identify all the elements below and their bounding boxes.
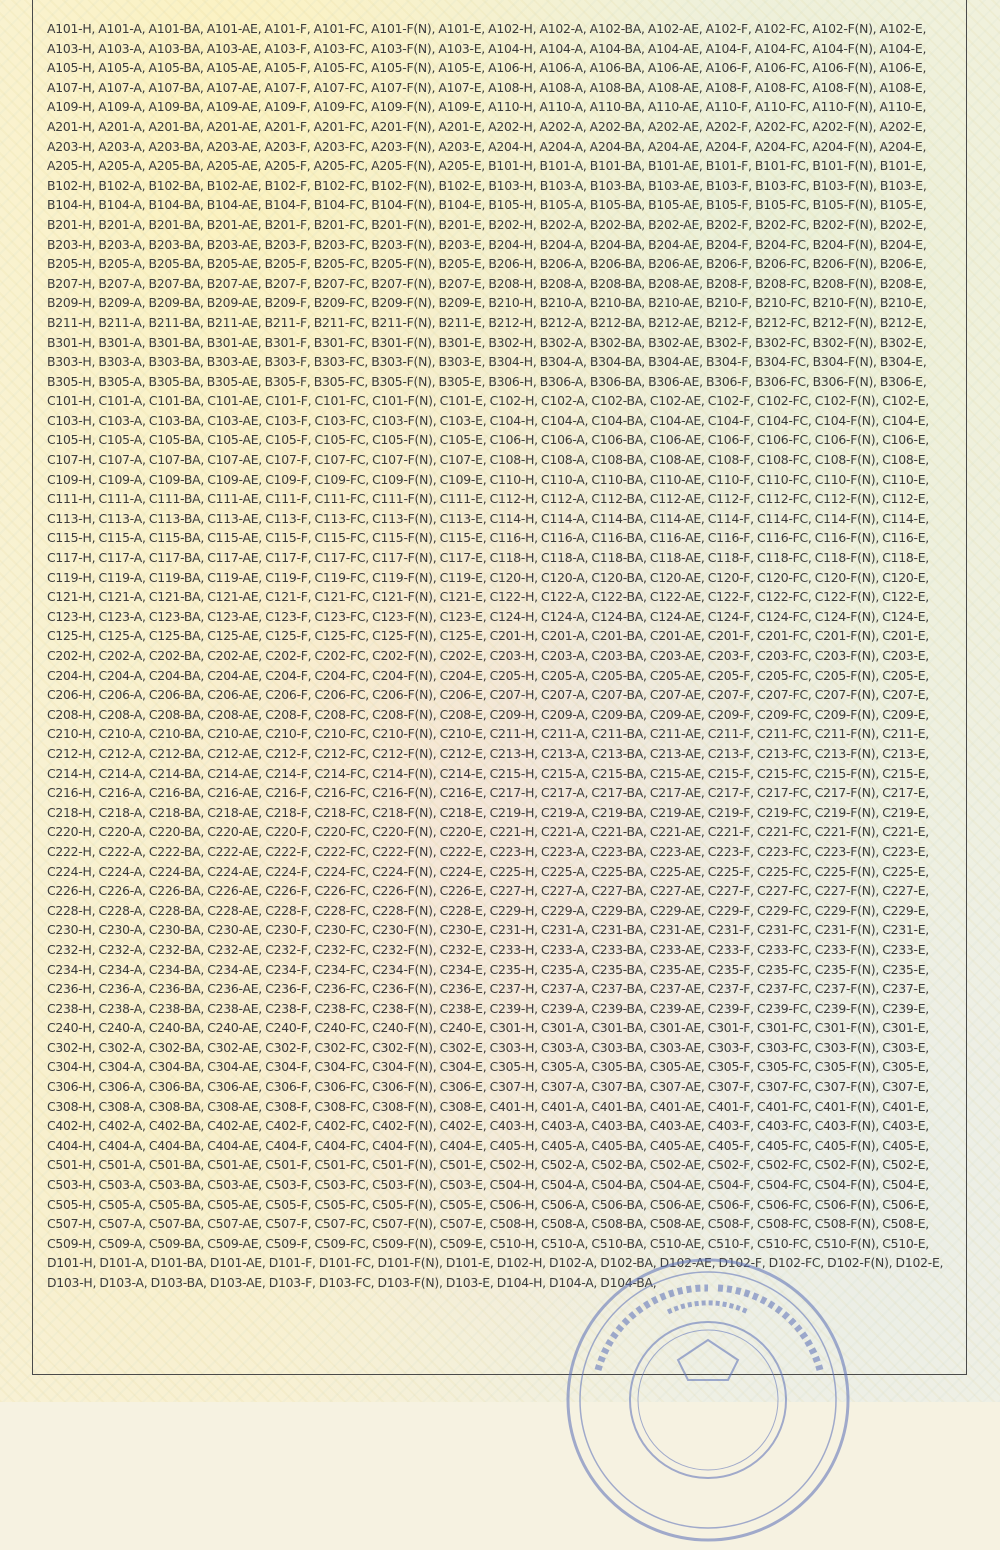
official-stamp-icon xyxy=(558,1250,858,1550)
product-code-list: A101-H, A101-A, A101-BA, A101-AE, A101-F, A101-FC, A101-F(N), A101-E, A102-H, A102-A, A102-BA, A102-AE, A102-F, A102-FC, A102-F(N), A102-E, A103-H, A103-A, A103-BA, A103-AE, A103-F, A103-FC, A103-F(N), A103-E, A104-H, A104-A, A104-BA, A104-AE, A104-F, A104-FC, A104-F(N), A104-E, A105-H, A105-A, A105-BA, A105-AE, A105-F, A105-FC, A105-F(N), A105-E, A106-H, A106-A, A106-BA, A106-AE, A106-F, A106-FC, A106-F(N), A106-E, A107-H, A107-A, A107-BA, A107-AE, A107-F, A107-FC, A107-F(N), A107-E, A108-H, A108-A, A108-BA, A108-AE, A108-F, A108-FC, A108-F(N), A108-E, A109-H, A109-A, A109-BA, A109-AE, A109-F, A109-FC, A109-F(N), A109-E, A110-H, A110-A, A110-BA, A110-AE, A110-F, A110-FC, A110-F(N), A110-E, A201-H, A201-A, A201-BA, A201-AE, A201-F, A201-FC, A201-F(N), A201-E, A202-H, A202-A, A202-BA, A202-AE, A202-F, A202-FC, A202-F(N), A202-E, A203-H, A203-A, A203-BA, A203-AE, A203-F, A203-FC, A203-F(N), A203-E, A204-H, A204-A, A204-BA, A204-AE, A204-F, A204-FC, A204-F(N), A204-E, A205-H, A205-A, A205-BA, A205-AE, A205-F, A205-FC, A205-F(N), A205-E, B101-H, B101-A, B101-BA, B101-AE, B101-F, B101-FC, B101-F(N), B101-E, B102-H, B102-A, B102-BA, B102-AE, B102-F, B102-FC, B102-F(N), B102-E, B103-H, B103-A, B103-BA, B103-AE, B103-F, B103-FC, B103-F(N), B103-E, B104-H, B104-A, B104-BA, B104-AE, B104-F, B104-FC, B104-F(N), B104-E, B105-H, B105-A, B105-BA, B105-AE, B105-F, B105-FC, B105-F(N), B105-E, B201-H, B201-A, B201-BA, B201-AE, B201-F, B201-FC, B201-F(N), B201-E, B202-H, B202-A, B202-BA, B202-AE, B202-F, B202-FC, B202-F(N), B202-E, B203-H, B203-A, B203-BA, B203-AE, B203-F, B203-FC, B203-F(N), B203-E, B204-H, B204-A, B204-BA, B204-AE, B204-F, B204-FC, B204-F(N), B204-E, B205-H, B205-A, B205-BA, B205-AE, B205-F, B205-FC, B205-F(N), B205-E, B206-H, B206-A, B206-BA, B206-AE, B206-F, B206-FC, B206-F(N), B206-E, B207-H, B207-A, B207-BA, B207-AE, B207-F, B207-FC, B207-F(N), B207-E, B208-H, B208-A, B208-BA, B208-AE, B208-F, B208-FC, B208-F(N), B208-E, B209-H, B209-A, B209-BA, B209-AE, B209-F, B209-FC, B209-F(N), B209-E, B210-H, B210-A, B210-BA, B210-AE, B210-F, B210-FC, B210-F(N), B210-E, B211-H, B211-A, B211-BA, B211-AE, B211-F, B211-FC, B211-F(N), B211-E, B212-H, B212-A, B212-BA, B212-AE, B212-F, B212-FC, B212-F(N), B212-E, B301-H, B301-A, B301-BA, B301-AE, B301-F, B301-FC, B301-F(N), B301-E, B302-H, B302-A, B302-BA, B302-AE, B302-F, B302-FC, B302-F(N), B302-E, B303-H, B303-A, B303-BA, B303-AE, B303-F, B303-FC, B303-F(N), B303-E, B304-H, B304-A, B304-BA, B304-AE, B304-F, B304-FC, B304-F(N), B304-E, B305-H, B305-A, B305-BA, B305-AE, B305-F, B305-FC, B305-F(N), B305-E, B306-H, B306-A, B306-BA, B306-AE, B306-F, B306-FC, B306-F(N), B306-E, C101-H, C101-A, C101-BA, C101-AE, C101-F, C101-FC, C101-F(N), C101-E, C102-H, C102-A, C102-BA, C102-AE, C102-F, C102-FC, C102-F(N), C102-E, C103-H, C103-A, C103-BA, C103-AE, C103-F, C103-FC, C103-F(N), C103-E, C104-H, C104-A, C104-BA, C104-AE, C104-F, C104-FC, C104-F(N), C104-E, C105-H, C105-A, C105-BA, C105-AE, C105-F, C105-FC, C105-F(N), C105-E, C106-H, C106-A, C106-BA, C106-AE, C106-F, C106-FC, C106-F(N), C106-E, C107-H, C107-A, C107-BA, C107-AE, C107-F, C107-FC, C107-F(N), C107-E, C108-H, C108-A, C108-BA, C108-AE, C108-F, C108-FC, C108-F(N), C108-E, C109-H, C109-A, C109-BA, C109-AE, C109-F, C109-FC, C109-F(N), C109-E, C110-H, C110-A, C110-BA, C110-AE, C110-F, C110-FC, C110-F(N), C110-E, C111-H, C111-A, C111-BA, C111-AE, C111-F, C111-FC, C111-F(N), C111-E, C112-H, C112-A, C112-BA, C112-AE, C112-F, C112-FC, C112-F(N), C112-E, C113-H, C113-A, C113-BA, C113-AE, C113-F, C113-FC, C113-F(N), C113-E, C114-H, C114-A, C114-BA, C114-AE, C114-F, C114-FC, C114-F(N), C114-E, C115-H, C115-A, C115-BA, C115-AE, C115-F, C115-FC, C115-F(N), C115-E, C116-H, C116-A, C116-BA, C116-AE, C116-F, C116-FC, C116-F(N), C116-E, C117-H, C117-A, C117-BA, C117-AE, C117-F, C117-FC, C117-F(N), C117-E, C118-H, C118-A, C118-BA, C118-AE, C118-F, C118-FC, C118-F(N), C118-E, C119-H, C119-A, C119-BA, C119-AE, C119-F, C119-FC, C119-F(N), C119-E, C120-H, C120-A, C120-BA, C120-AE, C120-F, C120-FC, C120-F(N), C120-E, C121-H, C121-A, C121-BA, C121-AE, C121-F, C121-FC, C121-F(N), C121-E, C122-H, C122-A, C122-BA, C122-AE, C122-F, C122-FC, C122-F(N), C122-E, C123-H, C123-A, C123-BA, C123-AE, C123-F, C123-FC, C123-F(N), C123-E, C124-H, C124-A, C124-BA, C124-AE, C124-F, C124-FC, C124-F(N), C124-E, C125-H, C125-A, C125-BA, C125-AE, C125-F, C125-FC, C125-F(N), C125-E, C201-H, C201-A, C201-BA, C201-AE, C201-F, C201-FC, C201-F(N), C201-E, C202-H, C202-A, C202-BA, C202-AE, C202-F, C202-FC, C202-F(N), C202-E, C203-H, C203-A, C203-BA, C203-AE, C203-F, C203-FC, C203-F(N), C203-E, C204-H, C204-A, C204-BA, C204-AE, C204-F, C204-FC, C204-F(N), C204-E, C205-H, C205-A, C205-BA, C205-AE, C205-F, C205-FC, C205-F(N), C205-E, C206-H, C206-A, C206-BA, C206-AE, C206-F, C206-FC, C206-F(N), C206-E, C207-H, C207-A, C207-BA, C207-AE, C207-F, C207-FC, C207-F(N), C207-E, C208-H, C208-A, C208-BA, C208-AE, C208-F, C208-FC, C208-F(N), C208-E, C209-H, C209-A, C209-BA, C209-AE, C209-F, C209-FC, C209-F(N), C209-E, C210-H, C210-A, C210-BA, C210-AE, C210-F, C210-FC, C210-F(N), C210-E, C211-H, C211-A, C211-BA, C211-AE, C211-F, C211-FC, C211-F(N), C211-E, C212-H, C212-A, C212-BA, C212-AE, C212-F, C212-FC, C212-F(N), C212-E, C213-H, C213-A, C213-BA, C213-AE, C213-F, C213-FC, C213-F(N), C213-E, C214-H, C214-A, C214-BA, C214-AE, C214-F, C214-FC, C214-F(N), C214-E, C215-H, C215-A, C215-BA, C215-AE, C215-F, C215-FC, C215-F(N), C215-E, C216-H, C216-A, C216-BA, C216-AE, C216-F, C216-FC, C216-F(N), C216-E, C217-H, C217-A, C217-BA, C217-AE, C217-F, C217-FC, C217-F(N), C217-E, C218-H, C218-A, C218-BA, C218-AE, C218-F, C218-FC, C218-F(N), C218-E, C219-H, C219-A, C219-BA, C219-AE, C219-F, C219-FC, C219-F(N), C219-E, C220-H, C220-A, C220-BA, C220-AE, C220-F, C220-FC, C220-F(N), C220-E, C221-H, C221-A, C221-BA, C221-AE, C221-F, C221-FC, C221-F(N), C221-E, C222-H, C222-A, C222-BA, C222-AE, C222-F, C222-FC, C222-F(N), C222-E, C223-H, C223-A, C223-BA, C223-AE, C223-F, C223-FC, C223-F(N), C223-E, C224-H, C224-A, C224-BA, C224-AE, C224-F, C224-FC, C224-F(N), C224-E, C225-H, C225-A, C225-BA, C225-AE, C225-F, C225-FC, C225-F(N), C225-E, C226-H, C226-A, C226-BA, C226-AE, C226-F, C226-FC, C226-F(N), C226-E, C227-H, C227-A, C227-BA, C227-AE, C227-F, C227-FC, C227-F(N), C227-E, C228-H, C228-A, C228-BA, C228-AE, C228-F, C228-FC, C228-F(N), C228-E, C229-H, C229-A, C229-BA, C229-AE, C229-F, C229-FC, C229-F(N), C229-E, C230-H, C230-A, C230-BA, C230-AE, C230-F, C230-FC, C230-F(N), C230-E, C231-H, C231-A, C231-BA, C231-AE, C231-F, C231-FC, C231-F(N), C231-E, C232-H, C232-A, C232-BA, C232-AE, C232-F, C232-FC, C232-F(N), C232-E, C233-H, C233-A, C233-BA, C233-AE, C233-F, C233-FC, C233-F(N), C233-E, C234-H, C234-A, C234-BA, C234-AE, C234-F, C234-FC, C234-F(N), C234-E, C235-H, C235-A, C235-BA, C235-AE, C235-F, C235-FC, C235-F(N), C235-E, C236-H, C236-A, C236-BA, C236-AE, C236-F, C236-FC, C236-F(N), C236-E, C237-H, C237-A, C237-BA, C237-AE, C237-F, C237-FC, C237-F(N), C237-E, C238-H, C238-A, C238-BA, C238-AE, C238-F, C238-FC, C238-F(N), C238-E, C239-H, C239-A, C239-BA, C239-AE, C239-F, C239-FC, C239-F(N), C239-E, C240-H, C240-A, C240-BA, C240-AE, C240-F, C240-FC, C240-F(N), C240-E, C301-H, C301-A, C301-BA, C301-AE, C301-F, C301-FC, C301-F(N), C301-E, C302-H, C302-A, C302-BA, C302-AE, C302-F, C302-FC, C302-F(N), C302-E, C303-H, C303-A, C303-BA, C303-AE, C303-F, C303-FC, C303-F(N), C303-E, C304-H, C304-A, C304-BA, C304-AE, C304-F, C304-FC, C304-F(N), C304-E, C305-H, C305-A, C305-BA, C305-AE, C305-F, C305-FC, C305-F(N), C305-E, C306-H, C306-A, C306-BA, C306-AE, C306-F, C306-FC, C306-F(N), C306-E, C307-H, C307-A, C307-BA, C307-AE, C307-F, C307-FC, C307-F(N), C307-E, C308-H, C308-A, C308-BA, C308-AE, C308-F, C308-FC, C308-F(N), C308-E, C401-H, C401-A, C401-BA, C401-AE, C401-F, C401-FC, C401-F(N), C401-E, C402-H, C402-A, C402-BA, C402-AE, C402-F, C402-FC, C402-F(N), C402-E, C403-H, C403-A, C403-BA, C403-AE, C403-F, C403-FC, C403-F(N), C403-E, C404-H, C404-A, C404-BA, C404-AE, C404-F, C404-FC, C404-F(N), C404-E, C405-H, C405-A, C405-BA, C405-AE, C405-F, C405-FC, C405-F(N), C405-E, C501-H, C501-A, C501-BA, C501-AE, C501-F, C501-FC, C501-F(N), C501-E, C502-H, C502-A, C502-BA, C502-AE, C502-F, C502-FC, C502-F(N), C502-E, C503-H, C503-A, C503-BA, C503-AE, C503-F, C503-FC, C503-F(N), C503-E, C504-H, C504-A, C504-BA, C504-AE, C504-F, C504-FC, C504-F(N), C504-E, C505-H, C505-A, C505-BA, C505-AE, C505-F, C505-FC, C505-F(N), C505-E, C506-H, C506-A, C506-BA, C506-AE, C506-F, C506-FC, C506-F(N), C506-E, C507-H, C507-A, C507-BA, C507-AE, C507-F, C507-FC, C507-F(N), C507-E, C508-H, C508-A, C508-BA, C508-AE, C508-F, C508-FC, C508-F(N), C508-E, C509-H, C509-A, C509-BA, C509-AE, C509-F, C509-FC, C509-F(N), C509-E, C510-H, C510-A, C510-BA, C510-AE, C510-F, C510-FC, C510-F(N), C510-E, D101-H, D101-A, D101-BA, D101-AE, D101-F, D101-FC, D101-F(N), D101-E, D102-H, D102-A, D102-BA, D102-AE, D102-F, D102-FC, D102-F(N), D102-E, D103-H, D103-A, D103-BA, D103-AE, D103-F, D103-FC, D103-F(N), D103-E, D104-H, D104-A, D104-BA, xyxy=(47,21,944,1290)
